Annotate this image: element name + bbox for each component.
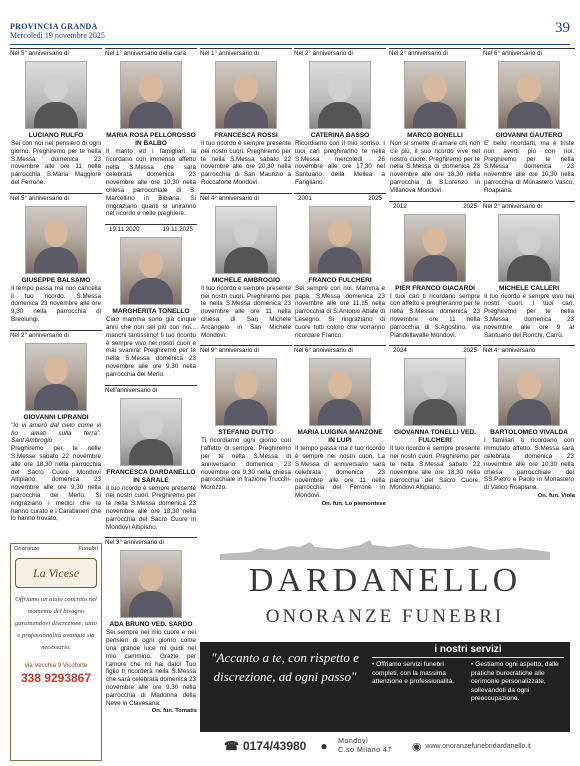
portrait-photo <box>215 358 277 426</box>
anniversary-label: Nel 4° anniversario di <box>200 194 259 202</box>
portrait-photo <box>120 237 182 305</box>
dardanello-website: www.onoranzefunebridardanello.it <box>425 742 531 750</box>
date-end: 2025 <box>463 347 477 355</box>
obituary-notice <box>105 385 197 532</box>
vicese-slogan: Offriamo un aiuto concreto nel momento del bisogno garantendovi discrezione, tatto e professionalità ovunque sia necessario. <box>15 596 97 651</box>
portrait-photo <box>25 206 87 274</box>
anniversary-label: Nel 2° anniversario di <box>483 202 542 210</box>
portrait-photo <box>215 61 277 129</box>
portrait-photo <box>404 214 466 282</box>
obituary-notice <box>105 48 197 218</box>
anniversary-label: Nell'anniversario di <box>105 386 158 394</box>
obituary-notice <box>10 330 102 523</box>
services-title: i nostri servizi <box>372 644 564 658</box>
obituary-column <box>389 48 481 492</box>
portrait-photo <box>404 61 466 129</box>
globe-icon: ◉ <box>411 740 422 753</box>
anniversary-label: Nel 2° anniversario di <box>389 50 448 57</box>
obituary-column <box>10 48 102 523</box>
memorial-text: Il marito ed i famigliari la ricordano con immenso affetto nella S.Messa che sarà celebrata domenica 23 novembre alle ore 10,30 nella chiesa parrocchiale di S. Marcellino in Bibiana. Si ringraziano quanti si uniranno nel ricordo e nelle preghiere. <box>106 148 196 218</box>
portrait-photo <box>120 61 182 129</box>
deceased-name: MARCO BONELLI <box>407 132 463 139</box>
ad-funebri: Funebri <box>78 546 98 552</box>
ad-onoranze: Onoranze <box>14 546 40 552</box>
deceased-name: MICHELE CALLERI <box>498 284 560 292</box>
obituary-notice <box>200 345 292 492</box>
deceased-name: FRANCESCA ROSSI <box>214 132 278 139</box>
deceased-name: STEFANO DUTTO <box>218 429 274 437</box>
date-range <box>294 194 386 203</box>
deceased-name: GIOVANNI LIPRANDI <box>23 413 89 421</box>
date-range <box>389 202 481 211</box>
memorial-text: Ricordiamo con il mio sorriso. I tuoi cari preghiranno te nella S.Messa mercoledì 26 novembre alle ore 17,30 nel Santuario della Mellea a Farigliano. <box>295 140 385 186</box>
anniversary-label: Nel 5° anniversario di <box>10 194 69 202</box>
dardanello-phone: 0174/43980 <box>242 739 307 753</box>
funeral-home-signature: On. fun. Lo piemontese <box>321 500 386 507</box>
obituary-notice <box>483 201 575 340</box>
memorial-text: I familiari ti ricordano con immutato affetto. S.Messa sarà celebrata domenica 23 novembre alle ore 10,30 nella chiesa parrocchiale dei SS.Pietro e Paolo in Monastero di Vasco Roapiana. <box>484 437 574 492</box>
anniversary-label: Nel 5° anniversario di <box>10 50 69 57</box>
portrait-photo <box>309 206 371 274</box>
date-range <box>389 346 481 355</box>
memorial-text: Non si smette di amare chi non c'è più, il suo ricordo vive nel nostro cuore. Preghiremo per te nella S.Messa di domenica 23 novembre alle ore 18,30 nella parrocchia di S.Lorenzo in Villanova Mondovì. <box>390 140 480 194</box>
portrait-photo <box>498 358 560 426</box>
service-item: • Gestiamo ogni aspetto, dalle pratiche burocratiche alle cerimonie personalizzate, sollevandoti da ogni preoccupazione. <box>471 661 564 704</box>
obituary-notice <box>294 193 386 340</box>
memorial-text: E' bello ricordarti, ma è triste non averti più con noi. Preghiremo per te nella S.Messa domenica 23 novembre alle ore 10,30 nella parrocchia di Monastero Vasco, Roapiana. <box>484 140 574 194</box>
portrait-photo <box>309 358 371 426</box>
vicese-phone: 338 9293867 <box>20 671 92 685</box>
anniversary-label: Nel 6° anniversario di <box>294 347 353 355</box>
deceased-name: CATERINA BASSO <box>310 132 370 139</box>
service-item: • Offriamo servizi funebri completi, con la massima attenzione e professionalità. <box>372 661 465 704</box>
deceased-name: MARIA LUIGINA MANZONE IN LUPI <box>297 429 383 445</box>
obituary-column <box>294 48 386 508</box>
funeral-home-signature: On. fun. Tomatis <box>151 708 197 715</box>
dardanello-contacts <box>200 732 570 760</box>
obituary-notice <box>389 201 481 340</box>
portrait-photo <box>498 61 560 129</box>
deceased-name: FRANCESCA DARDANELLO IN SARALE <box>106 468 196 484</box>
memorial-text: Ti ricordiamo ogni giorno con l'affetto di sempre. Preghiremo per te nella S.Messa di anniversario domenica 23 novembre ore 9,30 nella chiesa parrocchiale in frazione Trucchi-Morozzo. <box>201 437 291 492</box>
funeral-home-signature: On. fun. Viola <box>537 492 575 499</box>
obituary-notice <box>483 345 575 500</box>
obituary-column <box>483 48 575 500</box>
issue-date: Mercoledì 19 novembre 2025 <box>10 31 105 40</box>
date-start: 2001 <box>298 194 312 202</box>
portrait-photo <box>309 61 371 129</box>
deceased-name: BARTOLOMEO VIVALDA <box>490 429 568 437</box>
vicese-advert <box>10 543 102 761</box>
memorial-text: Il tuo ricordo è sempre presente nei nostri cuori. Preghiremo per te nella S.Messa sabato 22 novembre alle ore 18,30 nella parrocchia del Sacro Cuore, Mondovì Altipiano. <box>390 445 480 492</box>
obituary-notice <box>483 48 575 195</box>
header-rule <box>10 44 570 45</box>
portrait-photo <box>25 61 87 129</box>
memorial-text: Il tuo ricordo è sempre vivo nei nostri cuori. I tuoi cari. Preghiremo per te nella S.Messa domenica 23 novembre alle ore 9 al Santuario dei Ronchi, Carrù. <box>484 292 574 339</box>
date-start: 19.11.2020 <box>109 226 140 234</box>
memorial-text: Il tuo ricordo è sempre presente nei nostri cuori. Preghiremo per te nella S.Messa domenica 23 novembre alle ore 18,30 nella parrocchia del Sacro Cuore in Mondovì Altipiano. <box>106 484 196 531</box>
deceased-name: PIER FRANCO GIACARDI <box>395 284 475 292</box>
date-end: 2025 <box>463 202 477 210</box>
portrait-photo <box>215 206 277 274</box>
phone-icon: ☎ <box>224 739 239 753</box>
anniversary-label: Nel 4° anniversario <box>483 347 536 355</box>
anniversary-label: Nel 2° anniversario di <box>294 50 353 57</box>
anniversary-label: Nel 1° anniversario della cara <box>105 50 186 57</box>
anniversary-label: Nel 2° anniversario di <box>10 331 69 339</box>
memorial-text: Preghiremo per te nelle S.Messe sabato 22 novembre alle ore 18,30 nella parrocchia del Sacro Cuore Mondovì Altipiano, domenica 23 novembre alle ore 9,30 nella parrocchia del Merlo. Si ringraziano i medici che lo hanno curato e i Carabinieri che lo hanno trovato, <box>11 445 101 523</box>
portrait-photo <box>120 398 182 466</box>
anniversary-label: Nel 3° anniversario di <box>105 539 164 547</box>
date-start: 2012 <box>393 202 407 210</box>
location-icon: ● <box>320 738 329 753</box>
memorial-text: Il tempo passa ma non cancella il tuo ricordo. S.Messa domenica 23 novembre alle ore 9,30 nella parrocchia di Breolungi. <box>11 284 101 323</box>
memorial-text: Sei con noi nel pensiero di ogni giorno. Preghiremo per te nella S.Messa domenica 23 novembre alle ore 11 nella parrocchia S.Maria Maggiore del Ferrone. <box>11 140 101 186</box>
obituary-notice <box>389 48 481 195</box>
portrait-photo <box>25 343 87 411</box>
deceased-name: GIOVANNI GAUTERO <box>495 132 563 139</box>
portrait-photo <box>498 214 560 282</box>
page-number: 39 <box>555 20 570 36</box>
deceased-name: MARIA ROSA PELLOROSSO IN BALBO <box>106 132 196 147</box>
deceased-name: GIUSEPPE BALSAMO <box>21 276 91 284</box>
deceased-name: GIOVANNA TONELLI VED. FULCHERI <box>394 429 476 445</box>
obituary-notice <box>10 48 102 187</box>
obituary-notice <box>294 48 386 187</box>
dardanello-sub: ONORANZE FUNEBRI <box>265 606 505 627</box>
memorial-text: I tuoi cari ti ricordano sempre con affetto e pregheranno per te nella S.Messa domenica 23 novembre ore 11 nella parrocchia di S.Agostino, via Piandellavalle Mondovì. <box>390 292 480 339</box>
anniversary-label: Nel 9° anniversario di <box>200 347 259 355</box>
obituary-column <box>200 48 292 492</box>
memorial-text: Ciao mamma sono già cinque anni che non sei più con noi... manchi tantissimo! Il tuo ricordo è sempre vivo nei nostri cuori e mai svanirà! Preghiremo per te nella S.Messa domenica 23 novembre alle ore 9,30 nella parrocchia del Merlo. <box>106 316 196 378</box>
date-start: 2024 <box>393 347 407 355</box>
dardanello-quote: "Accanto a te, con rispetto e discrezione, ad ogni passo" <box>211 650 359 684</box>
dardanello-header <box>200 532 570 642</box>
memorial-quote: "Io vi amerò dal cielo come vi ho amati sulla terra". Sant'Ambrogio <box>11 421 101 445</box>
paper-name: PROVINCIA GRANDA <box>10 22 98 31</box>
dardanello-address <box>338 737 392 755</box>
deceased-name: ADA BRUNO VED. SARDO <box>109 621 193 629</box>
memorial-text: Il tempo passa ma il tuo ricordo è sempre nei nostri cuori. La S.Messa di anniversario sarà celebrata domenica 23 novembre alle ore 11 nella parrocchia del Ferrone in Mondovì. <box>295 445 385 500</box>
obituary-notice <box>200 193 292 340</box>
date-end: 19.11.2025 <box>162 226 193 234</box>
portrait-photo <box>404 358 466 426</box>
date-end: 2025 <box>368 194 382 202</box>
obituary-column <box>105 48 197 715</box>
deceased-name: MARGHERITA TONELLO <box>112 308 190 316</box>
dardanello-brand: DARDANELLO <box>248 562 522 599</box>
dardanello-advert <box>200 532 570 760</box>
masthead <box>10 22 105 40</box>
vicese-logo: La Vicese <box>15 558 97 588</box>
date-range <box>105 225 197 234</box>
services-box <box>372 644 564 704</box>
deceased-name: LUCIANO RULFO <box>28 132 84 139</box>
address-street: C.so Milano 47 <box>338 747 392 754</box>
obituary-notice <box>105 537 197 715</box>
memorial-text: Sei sempre con noi. Mamma e papà. S.Messa domenica 23 novembre alle ore 11,15 nella parrocchia di S.Antonio Abate di Lesegno. Si ringraziano di cuore tutti coloro che vorranno ricordare Franco. <box>295 284 385 339</box>
obituary-notice <box>294 345 386 508</box>
town-skyline-icon <box>220 538 550 560</box>
deceased-name: FRANCO FULCHERI <box>308 276 372 284</box>
anniversary-label: Nel 6° anniversario di <box>483 50 542 57</box>
memorial-text: Il tuo ricordo è sempre presente nei nostri cuori. Preghiremo per te nella S.Messa sabato 22 novembre alle ore 20,30 nella parrocchia di San Maurizio a Roccaforte Mondovì. <box>201 140 291 186</box>
memorial-text: Sei sempre nel mio cuore e nei pensieri di ogni giorno come una grande luce mi guidi nel mio cammino. Grazie per l'amore che mi hai dato! Tuo figlio ti ricorderà nella S.Messa che sarà celebrata domenica 23 novembre alle ore 9,30 nella parrocchia di Madonna della Neve in Clavesana. <box>106 629 196 707</box>
portrait-photo <box>120 550 182 618</box>
obituary-notice <box>389 345 481 492</box>
deceased-name: MICHELE AMBROGIO <box>211 276 281 284</box>
memorial-text: Il tuo ricordo è sempre presente nei nostri cuori. Preghiremo per te nella S.Messa domenica 23 novembre alle ore 11 nella chiesa di San Michele Arcangelo in San Michele Mondovì. <box>201 284 291 339</box>
obituary-notice <box>200 48 292 187</box>
vicese-address: via Vecchia 9 Vicoforte <box>24 662 88 669</box>
anniversary-label: Nel 1° anniversario di <box>200 50 259 57</box>
obituary-notice <box>10 193 102 324</box>
address-city: Mondovì <box>338 738 369 745</box>
obituary-notice <box>105 224 197 378</box>
